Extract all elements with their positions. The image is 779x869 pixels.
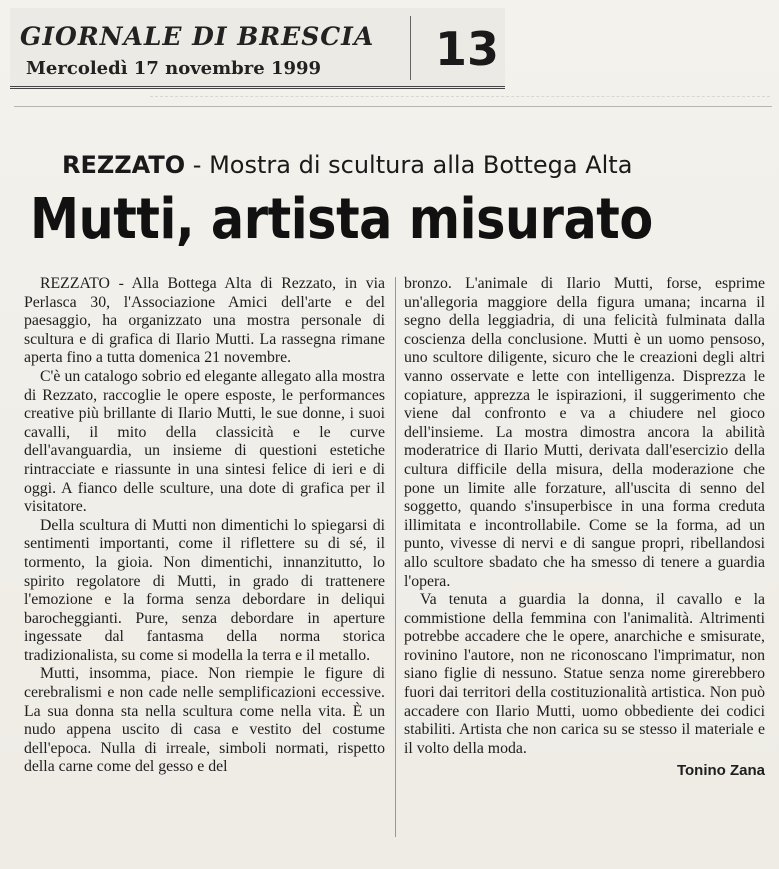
article-column-1 [24,275,385,777]
paragraph: C'è un catalogo sobrio ed elegante allegato alla mostra di Rezzato, raccoglie le opere esposte, le performances creative più brillante di Ilario Mutti, le sue donne, i suoi cavalli, il mito della classicità e le curve dell'avanguardia, un insieme di questioni estetiche rintracciate e riassunte in una sintesi felice di ieri e di oggi. A fianco delle sculture, una dote di grafica per il visitatore. [24,367,385,516]
column-divider [395,277,396,837]
newspaper-name: GIORNALE DI BRESCIA [20,22,375,51]
paragraph: Va tenuta a guardia la donna, il cavallo e la commistione della femmina con l'animalità. Altrimenti potrebbe accadere che le opere, anarchiche e smisurate, rovinino l'autore, non ne riconoscano l'imprimatur, non siano figlie di nessuno. Statue senza nome girerebbero fuori dai territori della costituzionalità artistica. Non può accadere con Ilario Mutti, uomo obbediente dei codici stabiliti. Artista che non carica su se stesso il materiale e il volto della moda. [404,591,765,757]
article [14,106,772,859]
issue-date: Mercoledì 17 novembre 1999 [26,58,322,79]
page-number: 13 [435,22,500,76]
article-column-2 [404,275,765,781]
paragraph: bronzo. L'animale di Ilario Mutti, forse, esprime un'allegoria maggiore della figura umana; incarna il segno della leggiadria, di una felicità fulminata dalla coscienza della conclusione. Mutti è un uomo pensoso, uno scultore diligente, sicuro che le creazioni degli altri vanno osservate e lette con intelligenza. Disprezza le copiature, apprezza le ispirazioni, il suggerimento che viene dal confronto e va a chiudere nel gioco dell'insieme. La mostra dimostra ancora la abilità moderatrice di Ilario Mutti, derivata dall'esercizio della cultura difficile della misura, della moderazione che pone un limite alle forzature, all'uscita di senno del soggetto, quando s'insuperbisce in una forma creduta illimitata e incontrollabile. Come se la forma, ad un punto, vivesse di nervi e di sangue propri, ribellandosi allo scultore sbadato che ha smesso di tenere a guardia l'opera. [404,275,765,590]
article-kicker [62,151,632,179]
article-headline: Mutti, artista misurato [30,187,653,252]
author-byline: Tonino Zana [676,762,765,780]
kicker-subject: - Mostra di scultura alla Bottega Alta [185,151,633,179]
masthead [10,8,505,89]
paragraph: Mutti, insomma, piace. Non riempie le figure di cerebralismi e non cade nelle semplificazioni eccessive. La sua donna sta nella scultura come nella vita. È un nudo appena uscito di casa e vestito del costume dell'epoca. Nulla di irreale, simboli normati, rispetto della carne come del gesso e del [24,665,385,776]
bleed-through-shadow [515,10,770,100]
paragraph: Della scultura di Mutti non dimentichi lo spiegarsi di sentimenti importanti, come il riflettere su di sé, il tormento, la gioia. Non dimentichi, innanzitutto, lo spirito regolatore di Mutti, in grado di trattenere l'emozione e la forma senza debordare in deliqui barocheggianti. Pure, senza debordare in aperture ingessate dal fantasma della norma storica tradizionalista, su come si modella la terra e il metallo. [24,516,385,664]
paragraph: REZZATO - Alla Bottega Alta di Rezzato, in via Perlasca 30, l'Associazione Amici dell'arte e del paesaggio, ha organizzato una mostra personale di scultura e di grafica di Ilario Mutti. La rassegna rimane aperta fino a tutta domenica 21 novembre. [24,275,385,367]
masthead-divider [410,16,411,80]
kicker-place: REZZATO [62,151,186,179]
fold-line [150,96,770,103]
